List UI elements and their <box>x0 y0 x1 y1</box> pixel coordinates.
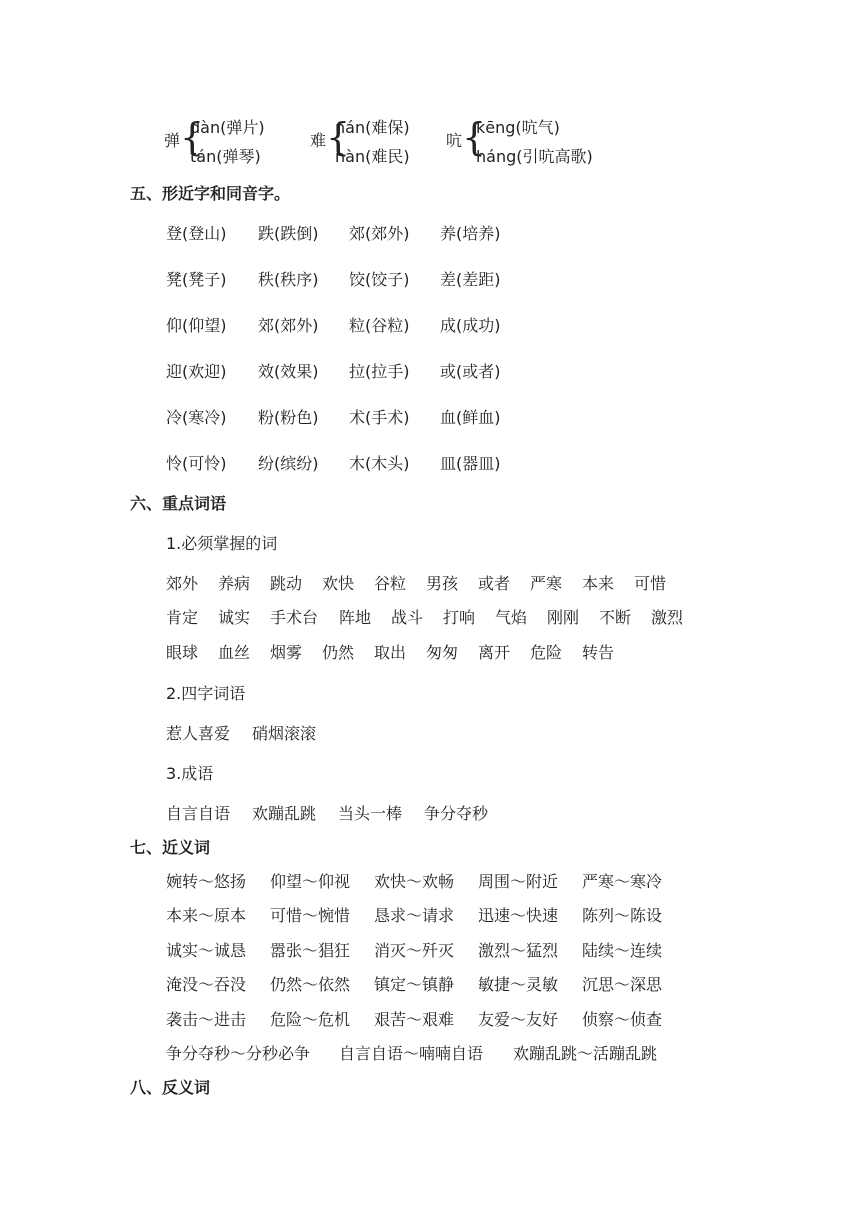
synonym-pair: 嚣张～猖狂 <box>270 941 351 960</box>
vocab-word: 阵地 <box>339 608 372 627</box>
similar-char-item: 或(或者) <box>440 362 501 381</box>
vocab-word: 烟雾 <box>270 643 303 662</box>
synonym-pair: 周围～附近 <box>478 872 559 891</box>
table-row <box>166 1007 662 1030</box>
vocab-word: 手术台 <box>270 608 319 627</box>
vocab-word: 跳动 <box>270 574 303 593</box>
vocab-word: 可惜 <box>634 574 667 593</box>
similar-char-item: 秩(秩序) <box>258 270 319 289</box>
section-heading-7: 七、近义词 <box>130 838 211 857</box>
vocab-word: 男孩 <box>426 574 459 593</box>
vocab-word: 转告 <box>582 643 615 662</box>
synonym-pair: 敏捷～灵敏 <box>478 975 559 994</box>
polyphone-reading: háng(引吭高歌) <box>476 147 593 166</box>
vocab-word: 匆匆 <box>426 643 459 662</box>
vocab-word: 欢快 <box>322 574 355 593</box>
similar-char-item: 郊(郊外) <box>258 316 319 335</box>
synonym-pair: 争分夺秒～分秒必争 <box>166 1044 311 1063</box>
similar-char-item: 迎(欢迎) <box>166 362 227 381</box>
vocab-word: 战斗 <box>391 608 424 627</box>
subheading-idioms: 3.成语 <box>166 764 214 783</box>
synonym-pair: 仍然～依然 <box>270 975 351 994</box>
table-row <box>166 221 501 244</box>
similar-char-item: 术(手术) <box>349 408 410 427</box>
vocab-word: 眼球 <box>166 643 199 662</box>
similar-char-item: 粉(粉色) <box>258 408 319 427</box>
similar-char-item: 拉(拉手) <box>349 362 410 381</box>
synonym-pair: 危险～危机 <box>270 1010 351 1029</box>
vocab-word: 本来 <box>582 574 615 593</box>
table-row <box>166 451 501 474</box>
synonym-pair: 恳求～请求 <box>374 906 455 925</box>
vocab-word: 打响 <box>443 608 476 627</box>
polyphone-char: 难 <box>310 131 327 150</box>
table-row <box>166 903 662 926</box>
vocab-word: 硝烟滚滚 <box>252 724 317 743</box>
similar-char-item: 血(鲜血) <box>440 408 501 427</box>
similar-char-item: 纷(缤纷) <box>258 454 319 473</box>
idiom: 欢蹦乱跳 <box>252 804 317 823</box>
synonym-pair: 陆续～连续 <box>582 941 663 960</box>
vocab-word: 谷粒 <box>374 574 407 593</box>
synonym-pair: 消灭～歼灭 <box>374 941 455 960</box>
idiom: 自言自语 <box>166 804 231 823</box>
synonym-pair: 仰望～仰视 <box>270 872 351 891</box>
section-heading-5: 五、形近字和同音字。 <box>130 184 291 203</box>
vocab-word: 不断 <box>599 608 632 627</box>
word-row <box>166 721 316 744</box>
vocab-word: 养病 <box>218 574 251 593</box>
similar-char-item: 差(差距) <box>440 270 501 289</box>
brace-icon: { <box>462 115 487 159</box>
vocab-word: 肯定 <box>166 608 199 627</box>
section-heading-6: 六、重点词语 <box>130 494 227 513</box>
polyphone-reading: tán(弹琴) <box>190 147 261 166</box>
section-heading-8: 八、反义词 <box>130 1078 211 1097</box>
similar-char-item: 木(木头) <box>349 454 410 473</box>
synonym-pair: 自言自语～喃喃自语 <box>339 1044 484 1063</box>
similar-char-item: 养(培养) <box>440 224 501 243</box>
idiom: 争分夺秒 <box>424 804 489 823</box>
similar-char-item: 效(效果) <box>258 362 319 381</box>
synonym-pair: 欢快～欢畅 <box>374 872 455 891</box>
synonym-pair: 侦察～侦查 <box>582 1010 663 1029</box>
word-row <box>166 571 666 594</box>
vocab-word: 血丝 <box>218 643 251 662</box>
synonym-pair: 淹没～吞没 <box>166 975 247 994</box>
vocab-word: 严寒 <box>530 574 563 593</box>
synonym-pair: 袭击～进击 <box>166 1010 247 1029</box>
subheading-four-char: 2.四字词语 <box>166 684 246 703</box>
brace-icon: { <box>180 115 205 159</box>
vocab-word: 郊外 <box>166 574 199 593</box>
table-row <box>166 313 501 336</box>
vocab-word: 离开 <box>478 643 511 662</box>
word-row <box>166 640 614 663</box>
synonym-pair: 欢蹦乱跳～活蹦乱跳 <box>513 1044 658 1063</box>
polyphone-reading: kēng(吭气) <box>476 118 560 137</box>
table-row <box>166 869 662 892</box>
similar-char-item: 冷(寒冷) <box>166 408 227 427</box>
polyphone-reading: dàn(弹片) <box>190 118 265 137</box>
vocab-word: 危险 <box>530 643 563 662</box>
polyphone-char: 吭 <box>446 131 463 150</box>
vocab-word: 刚刚 <box>547 608 580 627</box>
similar-char-item: 跌(跌倒) <box>258 224 319 243</box>
vocab-word: 或者 <box>478 574 511 593</box>
synonym-pair: 严寒～寒冷 <box>582 872 663 891</box>
synonym-pair: 诚实～诚恳 <box>166 941 247 960</box>
synonym-pair: 迅速～快速 <box>478 906 559 925</box>
idiom: 当头一棒 <box>338 804 403 823</box>
table-row <box>166 938 662 961</box>
synonym-pair: 镇定～镇静 <box>374 975 455 994</box>
subheading-must-know: 1.必须掌握的词 <box>166 534 278 553</box>
similar-char-item: 饺(饺子) <box>349 270 410 289</box>
polyphone-reading: nàn(难民) <box>335 147 410 166</box>
similar-char-item: 成(成功) <box>440 316 501 335</box>
synonym-pair: 艰苦～艰难 <box>374 1010 455 1029</box>
similar-char-item: 皿(器皿) <box>440 454 501 473</box>
table-row <box>166 267 501 290</box>
synonym-pair: 友爱～友好 <box>478 1010 559 1029</box>
table-row <box>166 359 501 382</box>
word-row <box>166 801 488 824</box>
similar-char-item: 粒(谷粒) <box>349 316 410 335</box>
synonym-pair: 可惜～惋惜 <box>270 906 351 925</box>
vocab-word: 取出 <box>374 643 407 662</box>
similar-char-item: 仰(仰望) <box>166 316 227 335</box>
polyphone-reading: nán(难保) <box>335 118 410 137</box>
vocab-word: 仍然 <box>322 643 355 662</box>
table-row <box>166 1041 657 1064</box>
similar-char-item: 怜(可怜) <box>166 454 227 473</box>
synonym-pair: 婉转～悠扬 <box>166 872 247 891</box>
vocab-word: 惹人喜爱 <box>166 724 231 743</box>
similar-char-item: 登(登山) <box>166 224 227 243</box>
brace-icon: { <box>326 115 351 159</box>
similar-char-item: 郊(郊外) <box>349 224 410 243</box>
table-row <box>166 405 501 428</box>
synonym-pair: 本来～原本 <box>166 906 247 925</box>
vocab-word: 诚实 <box>218 608 251 627</box>
table-row <box>166 972 662 995</box>
word-row <box>166 605 683 628</box>
synonym-pair: 陈列～陈设 <box>582 906 663 925</box>
synonym-pair: 激烈～猛烈 <box>478 941 559 960</box>
polyphone-char: 弹 <box>164 131 181 150</box>
synonym-pair: 沉思～深思 <box>582 975 663 994</box>
vocab-word: 激烈 <box>651 608 684 627</box>
vocab-word: 气焰 <box>495 608 528 627</box>
similar-char-item: 凳(凳子) <box>166 270 227 289</box>
